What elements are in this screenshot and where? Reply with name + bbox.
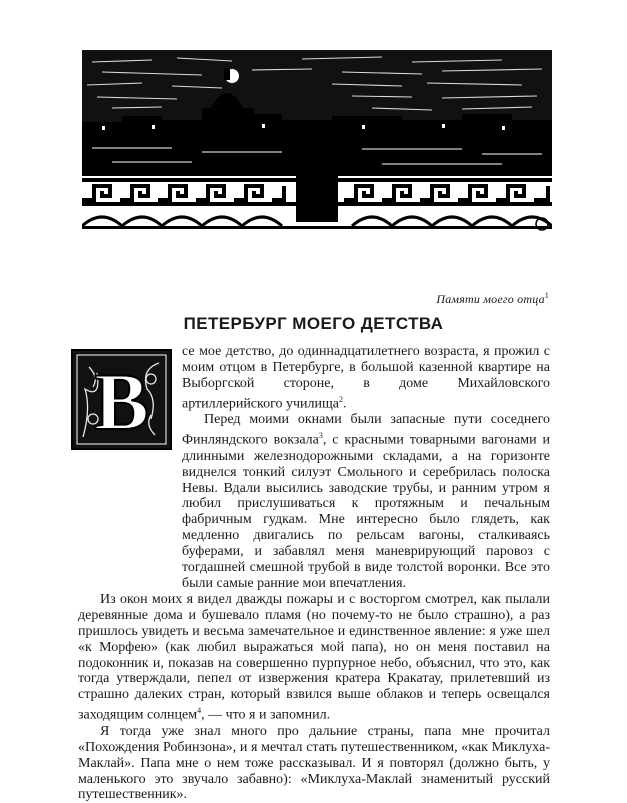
- footnote-ref: 4: [197, 706, 202, 716]
- paragraph-2: [182, 412, 550, 592]
- paragraph-3-text-b: , — что я и запомнил.: [201, 707, 331, 723]
- footnote-ref: 2: [339, 394, 344, 404]
- paragraph-2-text-b: , с красными товарными вагонами и длинными железнодорожными складами, а на горизонте виднелся тонкий силуэт Смольного и серебрилась полоска Невы. Вдали высились заводские трубы, и ранним утром я любил прислушиваться к протяжным и печальным фабричным гудкам. Мне интересно было глядеть, как медленно двигались по рельсам вагоны, сталкиваясь буферами, и забавлял меня маневрирующий паровоз с тогдашней смешной трубой в виде толстой воронки. Все это были самые ранние мои впечатления.: [182, 432, 550, 591]
- paragraph-3-text-a: Из окон моих я видел дважды пожары и с восторгом смотрел, как пылали деревянные дома и бушевало пламя (но почему-то не было страшно), а раз пришлось увидеть и весьма замечательное и единственное явление: я уже шел «к Морфею» (как любил выражаться мой папа), но он меня поставил на подоконник и, показав на совершенно пурпурное небо, объяснил, что это, как тогда утверждали, пепел от извержения кратера Кракатау, прилетевший из страшно далеких стран, который взвился выше облаков и теперь освещался заходящим солнцем: [78, 591, 550, 723]
- paragraph-2-text-a: Перед моими окнами были запасные пути соседнего Финляндского вокзала: [182, 412, 550, 448]
- footnote-ref: 1: [544, 291, 549, 300]
- epigraph: [436, 291, 549, 307]
- drop-cap-letter: В: [94, 356, 149, 447]
- paragraph-1: [182, 344, 550, 412]
- paragraph-4: Я тогда уже знал много про дальние страны, папа мне прочитал «Похождения Робинзона», и я мечтал стать путешественником, «как Миклуха-Маклай». Папа мне о нем тоже рассказывал. И я повторял (должно быть, у маленького это звучало забавно): «Миклуха-Маклай знаменитый русский путешественник».: [78, 723, 550, 803]
- paragraph-1-text: се мое детство, до одиннадцатилетнего возраста, я прожил с моим отцом в Петербурге, в большой казенной квартире на Выборгской стороне, в доме Михайловского артиллерийского училища: [182, 344, 550, 412]
- paragraph-3: [78, 592, 550, 724]
- epigraph-text: Памяти моего отца: [436, 292, 545, 306]
- chapter-title: ПЕТЕРБУРГ МОЕГО ДЕТСТВА: [183, 314, 444, 333]
- paragraph-1-end: .: [343, 396, 347, 412]
- cityscape-illustration: [82, 50, 552, 236]
- footnote-ref: 3: [318, 431, 323, 441]
- body-text: [78, 344, 550, 803]
